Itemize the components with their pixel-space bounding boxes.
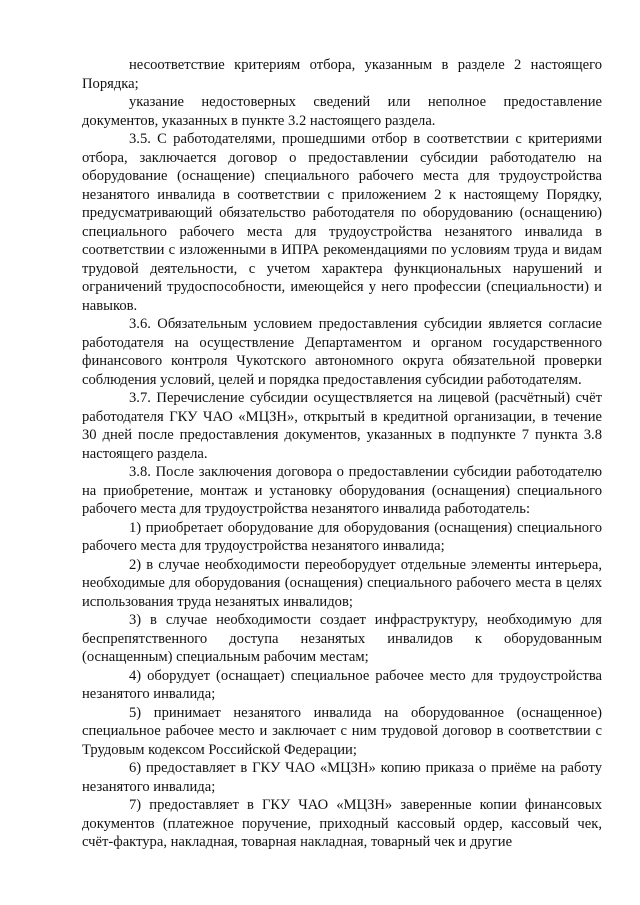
paragraph-false-information: указание недостоверных сведений или неполное предоставление документов, указанных в пункте 3.2 настоящего раздела. (82, 94, 602, 129)
list-item-2: 2) в случае необходимости переоборудует отдельные элементы интерьера, необходимые для оборудования (оснащения) специального рабочего места в целях использования труда незанятых инвалидов; (82, 556, 602, 610)
paragraph-3-8: 3.8. После заключения договора о предоставлении субсидии работодателю на приобретение, монтаж и установку оборудования (оснащения) специального рабочего места для трудоустройства незанятого инвалида работодатель: (82, 464, 602, 517)
paragraph-3-5: 3.5. С работодателями, прошедшими отбор в соответствии с критериями отбора, заключается договор о предоставлении субсидии работодателю на оборудование (оснащение) специального рабочего места для трудоустройства незанятого инвалида в соответствии с приложением 2 к настоящему Порядку, предусматривающий обязательство работодателя по оборудованию (оснащению) специального рабочего места для трудоустройства незанятого инвалида в соответствии с изложенными в ИПРА рекомендациями по условиям труда и видам трудовой деятельности, с учетом характера функциональных нарушений и ограничений трудоспособности, имеющейся у него профессии (специальности) и навыков. (82, 131, 602, 314)
list-item-6: 6) предоставляет в ГКУ ЧАО «МЦЗН» копию приказа о приёме на работу незанятого инвалида; (82, 760, 602, 795)
list-item-5: 5) принимает незанятого инвалида на оборудованное (оснащенное) специальное рабочее место и заключает с ним трудовой договор в соответствии с Трудовым кодексом Российской Федерации; (82, 704, 602, 758)
list-item-3: 3) в случае необходимости создает инфраструктуру, необходимую для беспрепятственного доступа незанятых инвалидов к оборудованным (оснащенным) специальным рабочим местам; (82, 612, 602, 665)
list-item-7: 7) предоставляет в ГКУ ЧАО «МЦЗН» заверенные копии финансовых документов (платежное поручение, приходный кассовый ордер, кассовый чек, счёт-фактура, накладная, товарная накладная, товарный чек и другие (82, 797, 602, 850)
list-item-4: 4) оборудует (оснащает) специальное рабочее место для трудоустройства незанятого инвалида; (82, 667, 602, 702)
paragraph-3-7: 3.7. Перечисление субсидии осуществляется на лицевой (расчётный) счёт работодателя ГКУ ЧАО «МЦЗН», открытый в кредитной организации, в течение 30 дней после предоставления документов, указанных в подпункте 7 пункта 3.8 настоящего раздела. (82, 390, 602, 462)
list-item-1: 1) приобретает оборудование для оборудования (оснащения) специального рабочего места для трудоустройства незанятого инвалида; (82, 519, 602, 554)
paragraph-3-6: 3.6. Обязательным условием предоставления субсидии является согласие работодателя на осуществление Департаментом и органом государственного финансового контроля Чукотского автономного округа обязательной проверки соблюдения условий, целей и порядка предоставления субсидии работодателям. (82, 316, 602, 388)
paragraph-criteria-mismatch: несоответствие критериям отбора, указанным в разделе 2 настоящего Порядка; (82, 57, 602, 92)
document-page (82, 56, 602, 852)
